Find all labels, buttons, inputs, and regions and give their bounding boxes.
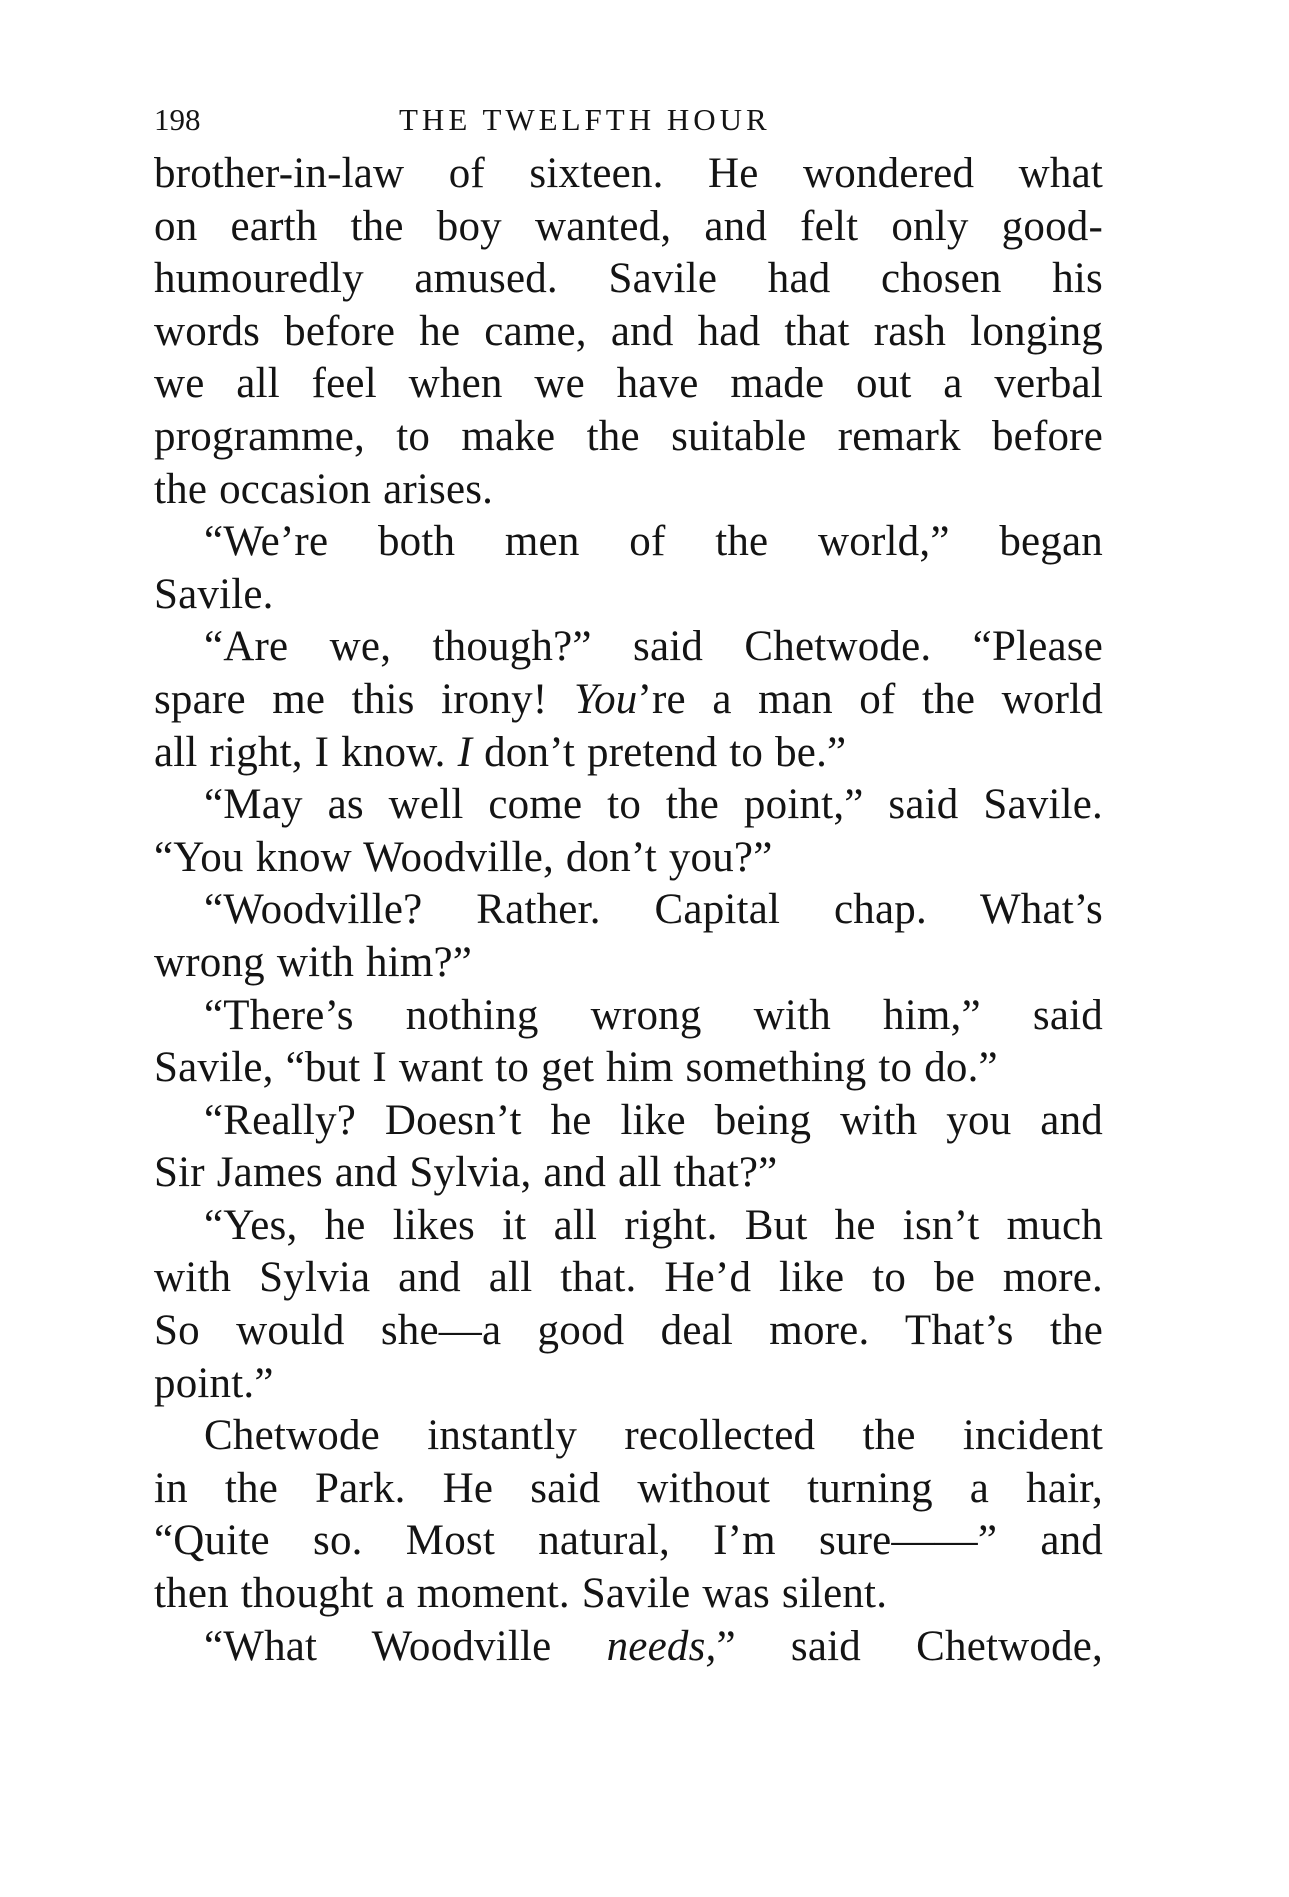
text-line: on earth the boy wanted, and felt only good- — [154, 202, 1103, 250]
text-line: point.” — [154, 1359, 274, 1407]
text-line: “Quite so. Most natural, I’m sure——” and — [154, 1517, 1103, 1565]
text-line: “We’re both men of the world,” began — [204, 518, 1103, 566]
text-line: “Are we, though?” said Chetwode. “Please — [204, 623, 1103, 671]
text-line: Savile. — [154, 570, 274, 618]
running-header — [154, 100, 1103, 140]
paragraph — [154, 1200, 1103, 1410]
text-line: Chetwode instantly recollected the incident — [204, 1412, 1103, 1460]
text-line: “Yes, he likes it all right. But he isn’t much — [204, 1201, 1103, 1249]
paragraph — [154, 621, 1103, 779]
paragraph — [154, 148, 1103, 516]
paragraph — [154, 779, 1103, 884]
text-line: “May as well come to the point,” said Savile. — [204, 781, 1103, 829]
text-segment: all right, I know. — [154, 728, 446, 776]
text-line: brother-in-law of sixteen. He wondered what — [154, 150, 1103, 197]
paragraph — [154, 1410, 1103, 1620]
text-line: “Really? Doesn’t he like being with you and — [204, 1096, 1103, 1144]
text-line — [154, 1621, 1103, 1674]
paragraph — [154, 1621, 1103, 1674]
text-line — [154, 674, 1103, 727]
text-line: “Woodville? Rather. Capital chap. What’s — [204, 886, 1103, 934]
text-segment: ’re a man of the world — [637, 675, 1103, 723]
text-line: humouredly amused. Savile had chosen his — [154, 255, 1103, 303]
text-line: we all feel when we have made out a verbal — [154, 360, 1103, 408]
italic-text: You — [573, 675, 638, 723]
paragraph — [154, 990, 1103, 1095]
text-line: “You know Woodville, don’t you?” — [154, 833, 773, 881]
text-line: programme, to make the suitable remark before — [154, 412, 1103, 460]
italic-text: I — [457, 728, 473, 776]
italic-text: needs, — [606, 1622, 717, 1670]
paragraph — [154, 516, 1103, 621]
paragraph — [154, 884, 1103, 989]
paragraph — [154, 1095, 1103, 1200]
text-line: in the Park. He said without turning a hair, — [154, 1464, 1103, 1512]
text-line: So would she—a good deal more. That’s the — [154, 1307, 1103, 1355]
text-line: with Sylvia and all that. He’d like to be more. — [154, 1254, 1103, 1302]
text-line: Savile, “but I want to get him something to do.” — [154, 1044, 998, 1092]
text-line: wrong with him?” — [154, 938, 473, 986]
text-line: Sir James and Sylvia, and all that?” — [154, 1149, 778, 1197]
book-page — [154, 100, 1103, 1673]
text-segment: “What Woodville — [204, 1622, 552, 1670]
text-segment: don’t pretend to be.” — [484, 728, 847, 776]
page-number: 198 — [154, 102, 201, 137]
body-text — [154, 148, 1103, 1673]
text-line — [154, 727, 1103, 780]
text-line: the occasion arises. — [154, 465, 494, 513]
text-line: “There’s nothing wrong with him,” said — [204, 991, 1103, 1039]
text-segment: ” said Chetwode, — [716, 1622, 1104, 1670]
text-line: words before he came, and had that rash longing — [154, 307, 1103, 355]
running-title: THE TWELFTH HOUR — [399, 102, 771, 137]
text-line: then thought a moment. Savile was silent. — [154, 1570, 888, 1618]
text-segment: spare me this irony! — [154, 675, 548, 723]
